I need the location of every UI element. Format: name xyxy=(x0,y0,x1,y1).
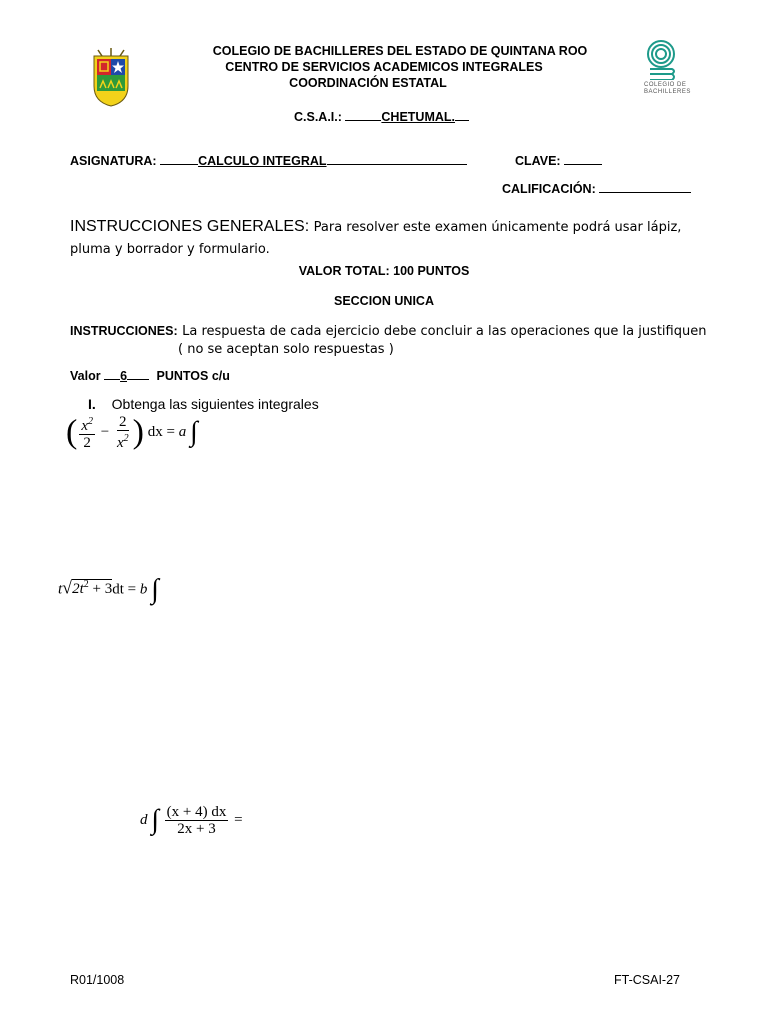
valor-label: Valor xyxy=(70,369,101,383)
ex-d-den: 2x + 3 xyxy=(177,821,216,837)
instructions-label: INSTRUCCIONES: xyxy=(70,324,178,338)
ex-a-den1: 2 xyxy=(83,435,91,451)
valor-row xyxy=(70,367,230,383)
header-coordination: COORDINACIÓN ESTATAL xyxy=(289,76,447,90)
valor-blank-post xyxy=(127,367,149,380)
clave-row xyxy=(515,152,602,168)
footer-code-right: FT-CSAI-27 xyxy=(614,973,680,987)
footer-code-left: R01/1008 xyxy=(70,973,125,987)
valor-unit: PUNTOS c/u xyxy=(156,369,230,383)
ex-b-rest: + 3 xyxy=(88,581,113,598)
ex-b-letter: b xyxy=(139,581,148,598)
asignatura-value: CALCULO INTEGRAL xyxy=(198,154,327,168)
calificacion-blank[interactable] xyxy=(599,180,691,193)
asignatura-row xyxy=(70,152,467,168)
ex-b-dt: dt xyxy=(112,581,124,598)
general-instructions-text2: pluma y borrador y formulario. xyxy=(70,242,270,257)
header-center: CENTRO DE SERVICIOS ACADEMICOS INTEGRALES xyxy=(225,60,543,74)
general-instructions-label: INSTRUCCIONES GENERALES xyxy=(70,218,305,235)
ex-a-den2: x xyxy=(116,435,124,451)
ex-d-letter: d xyxy=(140,811,148,828)
integral-sign: ∫ xyxy=(189,416,198,448)
asignatura-blank-pre xyxy=(160,152,198,165)
seccion-title: SECCION UNICA xyxy=(333,294,434,308)
clave-blank[interactable] xyxy=(564,152,602,165)
instructions-text2: ( no se aceptan solo respuestas ) xyxy=(178,342,394,357)
csai-row xyxy=(294,108,469,124)
ex-a-dx: dx xyxy=(147,423,163,440)
header-institution: COLEGIO DE BACHILLERES DEL ESTADO DE QUINTANA ROO xyxy=(212,44,588,58)
exercise-d: d ∫ $\frac{(x + 4) dx}{2x + 3}$ = xyxy=(140,804,243,837)
csai-label: C.S.A.I.: xyxy=(294,110,342,124)
ex-b-t: t xyxy=(58,581,63,598)
section-one-numeral: I. xyxy=(88,396,96,412)
integral-sign: ∫ xyxy=(151,574,159,605)
general-instructions: INSTRUCCIONES GENERALES: Para resolver este examen únicamente podrá usar lápiz, pluma y borrador y formulario. xyxy=(70,218,682,257)
calificacion-label: CALIFICACIÓN: xyxy=(502,182,596,196)
logo-text-line2: BACHILLERES xyxy=(644,89,691,95)
csai-value: CHETUMAL. xyxy=(381,110,456,124)
ex-a-num1: x xyxy=(81,418,88,434)
instructions-text1: La respuesta de cada ejercicio debe concluir a las operaciones que la justifiquen xyxy=(182,324,707,339)
ex-a-exp2: 2 xyxy=(123,433,129,444)
ex-d-num: (x + 4) dx xyxy=(166,804,227,820)
instructions xyxy=(70,320,710,342)
valor-value: 6 xyxy=(120,369,128,383)
exercise-b: $t√2t^2 + 3dt = b$ ∫ xyxy=(58,574,159,605)
general-instructions-text1: Para resolver este examen únicamente podrá usar lápiz, xyxy=(313,220,682,235)
ex-b-radicand: 2t xyxy=(72,581,84,598)
ex-b-exp: 2 xyxy=(83,579,89,591)
section-one-heading xyxy=(88,396,319,412)
exercise-a: ( $\frac{x^2}{2}$ − $\frac{2}{x^2}$ ) dx = a ∫ xyxy=(66,413,198,451)
ex-a-letter: a xyxy=(178,423,187,440)
logo-text-line1: COLEGIO DE xyxy=(644,82,687,88)
ex-a-num2: 2 xyxy=(119,414,127,430)
valor-blank-pre xyxy=(104,367,120,380)
valor-total: VALOR TOTAL: 100 PUNTOS xyxy=(298,264,470,278)
csai-blank-post xyxy=(455,108,469,121)
asignatura-label: ASIGNATURA: xyxy=(70,154,157,168)
asignatura-blank-post xyxy=(327,152,467,165)
ex-a-exp1: 2 xyxy=(88,416,93,427)
clave-label: CLAVE: xyxy=(515,154,561,168)
csai-blank-pre xyxy=(345,108,381,121)
section-one-title: Obtenga las siguientes integrales xyxy=(111,396,319,412)
calificacion-row xyxy=(502,180,691,196)
integral-sign: ∫ xyxy=(151,804,159,836)
